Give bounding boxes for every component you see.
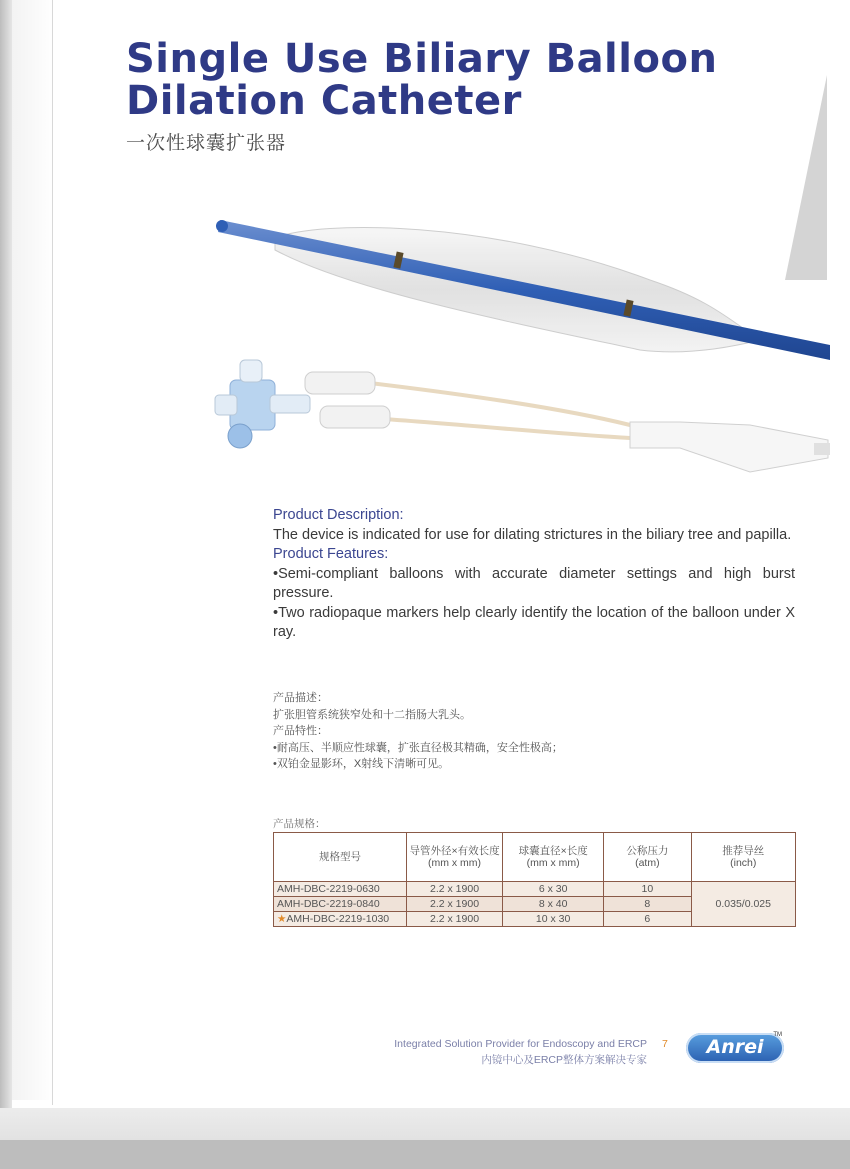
product-description-cn (273, 690, 693, 773)
header-catheter: 导管外径×有效长度 (mm x mm) (406, 833, 502, 882)
page-title (126, 38, 717, 122)
cell-model: ★AMH-DBC-2219-1030 (274, 912, 407, 927)
cell-pressure: 10 (604, 882, 691, 897)
title-line-2: Dilation Catheter (126, 78, 522, 124)
cn-description-text: 扩张胆管系统狭窄处和十二指肠大乳头。 (273, 708, 471, 721)
feature-item-2: •Two radiopaque markers help clearly identify the location of the balloon under X ray. (273, 604, 795, 640)
subtitle-chinese: 一次性球囊扩张器 (126, 133, 287, 154)
table-row (274, 882, 796, 897)
cn-feature-item-1: •耐高压、半顺应性球囊，扩张直径极其精确，安全性极高； (273, 741, 563, 754)
cell-balloon: 10 x 30 (503, 912, 604, 927)
header-model: 规格型号 (274, 833, 407, 882)
spec-table (273, 832, 796, 927)
logo-text: Anrei (706, 1036, 764, 1058)
scan-left-edge (0, 0, 12, 1169)
page-fold-line (52, 0, 53, 1105)
footer-tagline-en: Integrated Solution Provider for Endoscopy and ERCP (394, 1038, 647, 1050)
cell-guidewire: 0.035/0.025 (691, 882, 796, 927)
anrei-logo (686, 1033, 784, 1063)
header-balloon: 球囊直径×长度 (mm x mm) (503, 833, 604, 882)
cell-catheter: 2.2 x 1900 (406, 882, 502, 897)
page-number: 7 (662, 1038, 668, 1050)
cell-model: AMH-DBC-2219-0840 (274, 897, 407, 912)
cn-description-heading: 产品描述： (273, 692, 328, 704)
star-icon: ★ (277, 913, 287, 925)
cell-balloon: 6 x 30 (503, 882, 604, 897)
spec-header-row (274, 833, 796, 882)
cn-features-heading: 产品特性： (273, 725, 328, 737)
page-gutter (12, 0, 54, 1100)
logo-trademark: TM (773, 1032, 782, 1038)
cell-pressure: 6 (604, 912, 691, 927)
spec-label: 产品规格： (273, 818, 326, 830)
product-description-en (273, 506, 795, 643)
header-pressure: 公称压力 (atm) (604, 833, 691, 882)
catheter-product-image (210, 200, 830, 490)
header-guidewire: 推荐导丝 (inch) (691, 833, 796, 882)
title-line-1: Single Use Biliary Balloon (126, 36, 718, 82)
footer-tagline-cn: 内镜中心及ERCP整体方案解决专家 (481, 1054, 647, 1066)
features-heading: Product Features: (273, 546, 389, 562)
cn-feature-item-2: •双铂金显影环，X射线下清晰可见。 (273, 758, 450, 770)
description-text: The device is indicated for use for dilating strictures in the biliary tree and papilla. (273, 526, 792, 543)
feature-item-1: •Semi-compliant balloons with accurate diameter settings and high burst pressure. (273, 565, 795, 601)
cell-model: AMH-DBC-2219-0630 (274, 882, 407, 897)
description-heading: Product Description: (273, 507, 404, 523)
cell-balloon: 8 x 40 (503, 897, 604, 912)
scan-bottom-shadow (0, 1140, 850, 1169)
cell-catheter: 2.2 x 1900 (406, 897, 502, 912)
cell-catheter: 2.2 x 1900 (406, 912, 502, 927)
cell-pressure: 8 (604, 897, 691, 912)
